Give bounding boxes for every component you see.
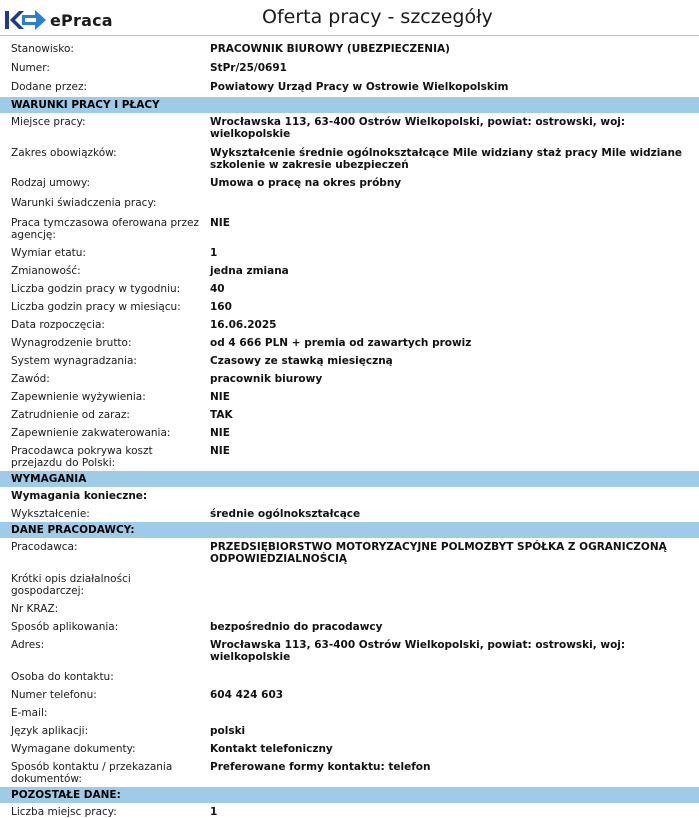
detail-label: Pracodawca: [11,541,78,553]
detail-value: średnie ogólnokształcące [210,508,361,520]
detail-row [0,707,699,719]
detail-label: Data rozpoczęcia: [11,319,105,331]
section-header-wymagania: WYMAGANIA [0,471,699,487]
detail-row [0,639,699,663]
detail-label: System wynagradzania: [11,355,137,367]
detail-row [0,573,699,597]
detail-value: Umowa o pracę na okres próbny [210,177,402,189]
section-wymagania [0,508,699,520]
detail-row [0,147,699,171]
detail-label: Warunki świadczenia pracy: [11,197,157,209]
detail-value: TAK [210,409,233,421]
detail-value: PRACOWNIK BIUROWY (UBEZPIECZENIA) [210,43,450,55]
detail-value: Powiatowy Urząd Pracy w Ostrowie Wielkopolskim [210,81,509,93]
detail-value: 604 424 603 [210,689,284,701]
detail-label: Liczba godzin pracy w tygodniu: [11,283,181,295]
detail-label: Osoba do kontaktu: [11,671,114,683]
detail-label: Pracodawca pokrywa koszt przejazdu do Polski: [11,445,153,469]
detail-value: jedna zmiana [210,265,289,277]
detail-row [0,247,699,259]
detail-row [0,43,699,55]
detail-label: Sposób aplikowania: [11,621,119,633]
detail-row [0,806,699,818]
detail-row [0,621,699,633]
detail-row [0,427,699,439]
detail-row [0,217,699,241]
detail-value: 16.06.2025 [210,319,277,331]
section-header-pozostale: POZOSTAŁE DANE: [0,787,699,803]
detail-row [0,409,699,421]
detail-label: Adres: [11,639,45,651]
detail-label: Miejsce pracy: [11,116,86,128]
detail-label: Rodzaj umowy: [11,177,90,189]
detail-value: 40 [210,283,225,295]
detail-label: Wymiar etatu: [11,247,86,259]
detail-row [0,197,699,209]
detail-value: Kontakt telefoniczny [210,743,333,755]
section-pozostale [0,806,699,818]
detail-row [0,355,699,367]
requirements-subtitle: Wymagania konieczne: [11,490,148,502]
detail-label: Zawód: [11,373,50,385]
detail-row [0,508,699,520]
detail-row [0,62,699,74]
detail-row [0,761,699,785]
detail-row [0,391,699,403]
header-divider [0,35,699,36]
detail-value: 1 [210,806,218,818]
detail-row [0,116,699,140]
detail-label: Wykształcenie: [11,508,90,520]
detail-row [0,445,699,469]
detail-label: Stanowisko: [11,43,74,55]
section-header-warunki: WARUNKI PRACY I PŁACY [0,97,699,113]
detail-value: NIE [210,445,230,457]
section-pracodawca [0,541,699,785]
detail-value: 1 [210,247,218,259]
detail-value: pracownik biurowy [210,373,323,385]
offer-details [0,43,699,818]
detail-label: Wynagrodzenie brutto: [11,337,132,349]
detail-value: PRZEDSIĘBIORSTWO MOTORYZACYJNE POLMOZBYT SPÓŁKA Z OGRANICZONĄ ODPOWIEDZIALNOŚCIĄ [210,541,667,565]
epraca-logo[interactable] [5,9,113,31]
detail-value: od 4 666 PLN + premia od zawartych prowiz [210,337,472,349]
detail-label: Dodane przez: [11,81,88,93]
logo-text: ePraca [50,10,113,30]
top-rows [0,43,699,93]
detail-label: Zapewnienie zakwaterowania: [11,427,171,439]
detail-value: NIE [210,391,230,403]
detail-label: Numer: [11,62,50,74]
detail-label: Krótki opis działalności gospodarczej: [11,573,131,597]
detail-value: Wrocławska 113, 63-400 Ostrów Wielkopolski, powiat: ostrowski, woj: wielkopolskie [210,639,626,663]
detail-row [0,81,699,93]
detail-value: Preferowane formy kontaktu: telefon [210,761,431,773]
detail-row [0,373,699,385]
detail-label: Liczba godzin pracy w miesiącu: [11,301,181,313]
detail-label: Nr KRAZ: [11,603,59,615]
detail-value: polski [210,725,246,737]
detail-value: Wrocławska 113, 63-400 Ostrów Wielkopolski, powiat: ostrowski, woj: wielkopolskie [210,116,626,140]
detail-value: 160 [210,301,232,313]
detail-row [0,725,699,737]
detail-row [0,689,699,701]
detail-label: Praca tymczasowa oferowana przez agencję: [11,217,199,241]
detail-label: Sposób kontaktu / przekazania dokumentów: [11,761,173,785]
detail-row [0,671,699,683]
detail-label: Zatrudnienie od zaraz: [11,409,130,421]
detail-label: Zakres obowiązków: [11,147,117,159]
detail-label: Język aplikacji: [11,725,89,737]
detail-value: StPr/25/0691 [210,62,287,74]
detail-label: Wymagane dokumenty: [11,743,136,755]
epraca-logo-icon [5,9,47,31]
detail-row [0,603,699,615]
detail-row [0,301,699,313]
detail-value: Wykształcenie średnie ogólnokształcące Mile widziany staż pracy Mile widziane szkolenie w zakresie ubezpieczeń [210,147,683,171]
section-header-pracodawca: DANE PRACODAWCY: [0,522,699,538]
detail-row [0,265,699,277]
detail-row [0,319,699,331]
detail-value: NIE [210,217,230,229]
detail-label: Numer telefonu: [11,689,97,701]
detail-value: Czasowy ze stawką miesięczną [210,355,393,367]
detail-row [0,177,699,189]
detail-label: Zmianowość: [11,265,81,277]
detail-row [0,283,699,295]
detail-label: Zapewnienie wyżywienia: [11,391,146,403]
detail-row [0,337,699,349]
detail-row [0,743,699,755]
detail-label: E-mail: [11,707,48,719]
detail-label: Liczba miejsc pracy: [11,806,117,818]
detail-row [0,541,699,565]
detail-value: bezpośrednio do pracodawcy [210,621,383,633]
page-title: Oferta pracy - szczegóły [262,6,493,28]
detail-value: NIE [210,427,230,439]
page-header [0,0,699,38]
section-warunki [0,116,699,469]
